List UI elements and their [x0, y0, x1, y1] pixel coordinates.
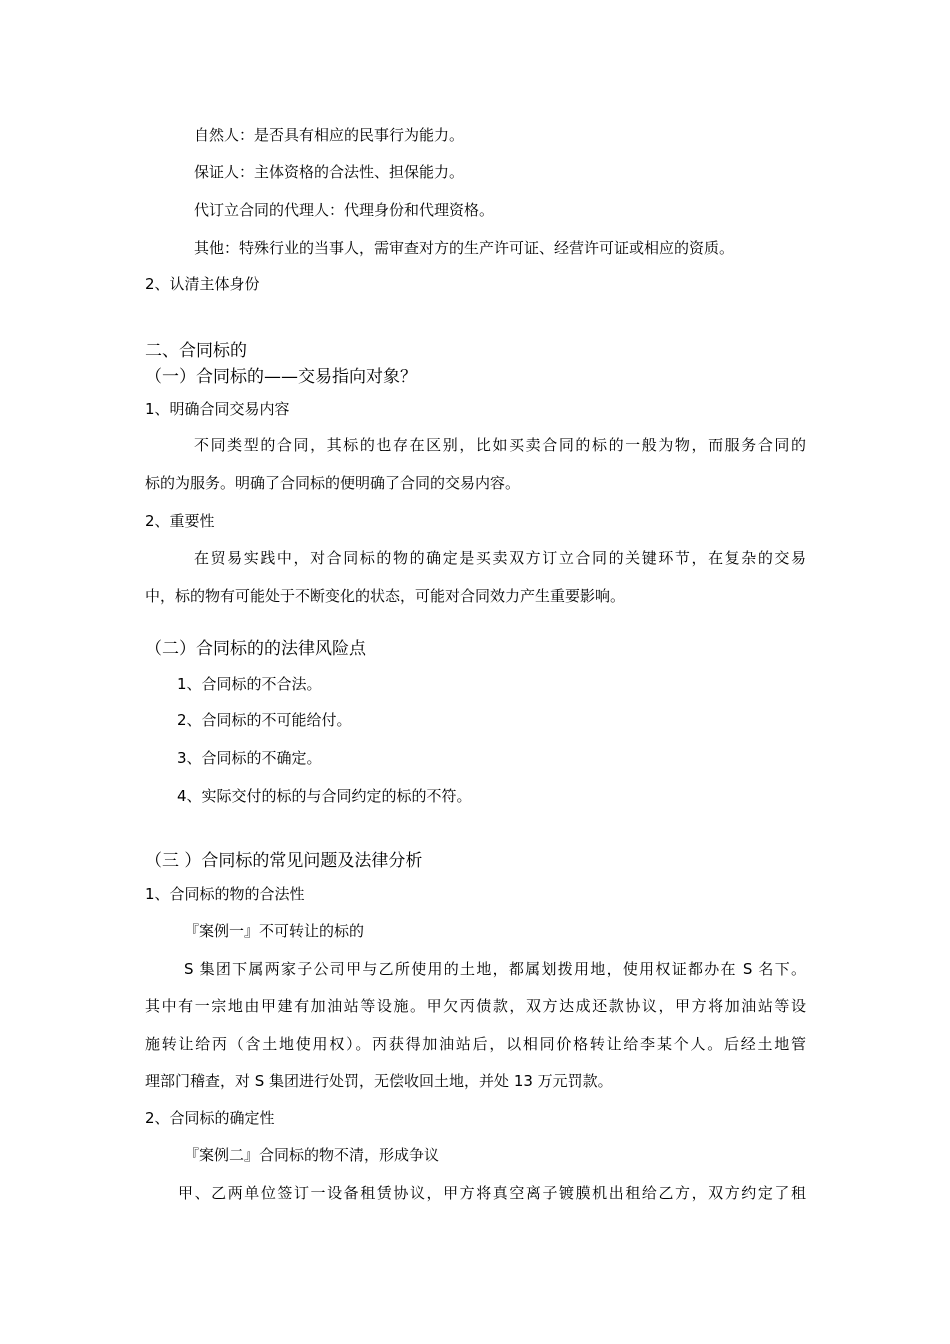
subsection-importance: 2、重要性 [145, 512, 215, 530]
paragraph-line: 不同类型的合同，其标的也存在区别，比如买卖合同的标的一般为物，而服务合同的 [194, 436, 806, 454]
paragraph-line: 施转让给丙（含土地使用权）。丙获得加油站后，以相同价格转让给李某个人。后经土地管 [145, 1035, 806, 1053]
paragraph-line: 其中有一宗地由甲建有加油站等设施。甲欠丙债款，双方达成还款协议，甲方将加油站等设 [145, 997, 806, 1015]
paragraph-line: 甲、乙两单位签订一设备租赁协议，甲方将真空离子镀膜机出租给乙方，双方约定了租 [178, 1184, 806, 1202]
paragraph-line: 标的为服务。明确了合同标的便明确了合同的交易内容。 [145, 474, 521, 492]
paragraph-line: 在贸易实践中，对合同标的物的确定是买卖双方订立合同的关键环节，在复杂的交易 [194, 549, 806, 567]
risk-item: 4、实际交付的标的与合同约定的标的不符。 [177, 787, 472, 805]
qualification-agent: 代订立合同的代理人：代理身份和代理资格。 [194, 201, 495, 219]
risk-item: 2、合同标的不可能给付。 [177, 711, 352, 729]
case-one-title: 『案例一』不可转让的标的 [184, 922, 365, 940]
subsection-certainty: 2、合同标的确定性 [145, 1109, 275, 1127]
heading-subject-definition: （一）合同标的——交易指向对象？ [145, 367, 417, 387]
subsection-clarify-content: 1、明确合同交易内容 [145, 400, 290, 418]
case-two-title: 『案例二』合同标的物不清，形成争议 [184, 1146, 440, 1164]
subsection-legality: 1、合同标的物的合法性 [145, 885, 305, 903]
subsection-identify-identity: 2、认清主体身份 [145, 275, 260, 293]
qualification-natural-person: 自然人：是否具有相应的民事行为能力。 [194, 126, 465, 144]
heading-legal-risks: （二）合同标的的法律风险点 [145, 639, 366, 659]
risk-item: 1、合同标的不合法。 [177, 675, 322, 693]
heading-common-issues: （三 ）合同标的常见问题及法律分析 [145, 851, 423, 871]
section-heading-contract-subject: 二、合同标的 [145, 341, 247, 361]
qualification-other: 其他：特殊行业的当事人，需审查对方的生产许可证、经营许可证或相应的资质。 [194, 239, 735, 257]
risk-item: 3、合同标的不确定。 [177, 749, 322, 767]
qualification-guarantor: 保证人：主体资格的合法性、担保能力。 [194, 163, 465, 181]
paragraph-line: S 集团下属两家子公司甲与乙所使用的土地，都属划拨用地，使用权证都办在 S 名下。 [184, 960, 806, 978]
paragraph-line: 理部门稽查，对 S 集团进行处罚，无偿收回土地，并处 13 万元罚款。 [145, 1072, 613, 1090]
paragraph-line: 中，标的物有可能处于不断变化的状态，可能对合同效力产生重要影响。 [145, 587, 626, 605]
